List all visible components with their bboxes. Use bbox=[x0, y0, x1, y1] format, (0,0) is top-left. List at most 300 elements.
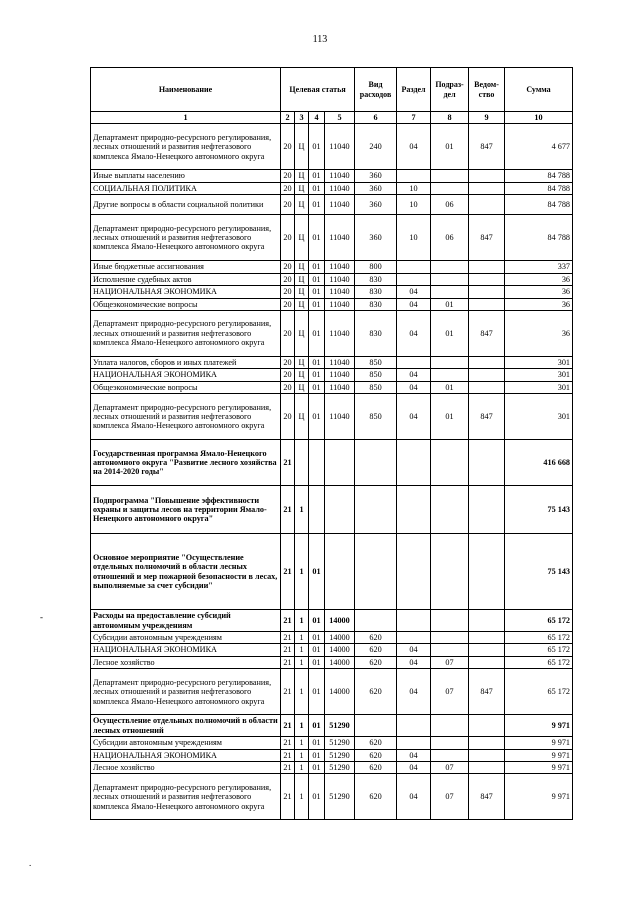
expense-type: 360 bbox=[355, 195, 397, 215]
department-code bbox=[469, 170, 505, 182]
target-code-1: 20 bbox=[281, 195, 295, 215]
row-name: Уплата налогов, сборов и иных платежей bbox=[91, 356, 281, 368]
department-code bbox=[469, 369, 505, 381]
target-code-1: 20 bbox=[281, 310, 295, 356]
sum: 9 971 bbox=[505, 749, 573, 761]
department-code: 847 bbox=[469, 669, 505, 715]
expense-type bbox=[355, 534, 397, 610]
target-code-2: 1 bbox=[295, 644, 309, 656]
target-code-1: 20 bbox=[281, 369, 295, 381]
target-code-1: 20 bbox=[281, 215, 295, 261]
department-code bbox=[469, 298, 505, 310]
row-name: Департамент природно-ресурсного регулирования, лесных отношений и развития нефтегазового комплекса Ямало-Ненецкого автономного округа bbox=[91, 669, 281, 715]
target-code-4: 51290 bbox=[325, 762, 355, 774]
header-sum: Сумма bbox=[505, 68, 573, 112]
subsection bbox=[431, 632, 469, 644]
target-code-2: Ц bbox=[295, 170, 309, 182]
department-code: 847 bbox=[469, 215, 505, 261]
table-row bbox=[91, 310, 573, 356]
table-row bbox=[91, 394, 573, 440]
section: 10 bbox=[397, 215, 431, 261]
target-code-4: 11040 bbox=[325, 310, 355, 356]
sum: 301 bbox=[505, 381, 573, 393]
row-name: Субсидии автономным учреждениям bbox=[91, 737, 281, 749]
expense-type: 620 bbox=[355, 749, 397, 761]
target-code-4: 11040 bbox=[325, 381, 355, 393]
target-code-3: 01 bbox=[309, 286, 325, 298]
table-row bbox=[91, 762, 573, 774]
header-name: Наименование bbox=[91, 68, 281, 112]
subsection: 06 bbox=[431, 195, 469, 215]
target-code-3: 01 bbox=[309, 195, 325, 215]
sum: 84 788 bbox=[505, 215, 573, 261]
target-code-3: 01 bbox=[309, 610, 325, 632]
row-name: Департамент природно-ресурсного регулирования, лесных отношений и развития нефтегазового комплекса Ямало-Ненецкого автономного округа bbox=[91, 774, 281, 820]
target-code-3: 01 bbox=[309, 298, 325, 310]
table-row bbox=[91, 124, 573, 170]
subsection bbox=[431, 182, 469, 194]
table-row bbox=[91, 715, 573, 737]
department-code bbox=[469, 632, 505, 644]
expense-type: 830 bbox=[355, 310, 397, 356]
target-code-2: 1 bbox=[295, 669, 309, 715]
target-code-2: Ц bbox=[295, 273, 309, 285]
expense-type bbox=[355, 440, 397, 486]
section bbox=[397, 440, 431, 486]
sum: 4 677 bbox=[505, 124, 573, 170]
section bbox=[397, 715, 431, 737]
section: 04 bbox=[397, 774, 431, 820]
subsection bbox=[431, 369, 469, 381]
table-row bbox=[91, 737, 573, 749]
table-row bbox=[91, 356, 573, 368]
target-code-3: 01 bbox=[309, 774, 325, 820]
target-code-2: 1 bbox=[295, 737, 309, 749]
sum: 36 bbox=[505, 310, 573, 356]
target-code-2: Ц bbox=[295, 298, 309, 310]
target-code-1: 21 bbox=[281, 610, 295, 632]
expense-type: 620 bbox=[355, 762, 397, 774]
target-code-4: 51290 bbox=[325, 774, 355, 820]
row-name: Департамент природно-ресурсного регулирования, лесных отношений и развития нефтегазового комплекса Ямало-Ненецкого автономного округа bbox=[91, 124, 281, 170]
target-code-1: 20 bbox=[281, 261, 295, 273]
sum: 65 172 bbox=[505, 610, 573, 632]
expense-type: 850 bbox=[355, 356, 397, 368]
expense-type bbox=[355, 486, 397, 534]
table-row bbox=[91, 749, 573, 761]
section bbox=[397, 534, 431, 610]
department-code bbox=[469, 182, 505, 194]
target-code-4 bbox=[325, 440, 355, 486]
target-code-4: 14000 bbox=[325, 632, 355, 644]
sum: 84 788 bbox=[505, 182, 573, 194]
row-name: Субсидии автономным учреждениям bbox=[91, 632, 281, 644]
target-code-2: Ц bbox=[295, 124, 309, 170]
target-code-1: 20 bbox=[281, 356, 295, 368]
target-code-4: 14000 bbox=[325, 656, 355, 668]
column-number: 10 bbox=[505, 112, 573, 124]
department-code bbox=[469, 656, 505, 668]
expense-type: 830 bbox=[355, 298, 397, 310]
section: 04 bbox=[397, 381, 431, 393]
target-code-2: Ц bbox=[295, 286, 309, 298]
department-code: 847 bbox=[469, 774, 505, 820]
scan-mark: . bbox=[29, 858, 32, 868]
column-number: 3 bbox=[295, 112, 309, 124]
sum: 65 172 bbox=[505, 656, 573, 668]
sum: 36 bbox=[505, 286, 573, 298]
row-name: Департамент природно-ресурсного регулирования, лесных отношений и развития нефтегазового комплекса Ямало-Ненецкого автономного округа bbox=[91, 310, 281, 356]
target-code-4: 11040 bbox=[325, 215, 355, 261]
subsection: 01 bbox=[431, 381, 469, 393]
header-expense-type: Вид расходов bbox=[355, 68, 397, 112]
column-number: 4 bbox=[309, 112, 325, 124]
section: 04 bbox=[397, 749, 431, 761]
target-code-2: 1 bbox=[295, 774, 309, 820]
row-name: СОЦИАЛЬНАЯ ПОЛИТИКА bbox=[91, 182, 281, 194]
target-code-1: 20 bbox=[281, 182, 295, 194]
department-code bbox=[469, 381, 505, 393]
column-number: 5 bbox=[325, 112, 355, 124]
target-code-3: 01 bbox=[309, 215, 325, 261]
target-code-2: 1 bbox=[295, 749, 309, 761]
target-code-3: 01 bbox=[309, 182, 325, 194]
row-name: Государственная программа Ямало-Ненецкого автономного округа "Развитие лесного хозяйства на 2014-2020 годы" bbox=[91, 440, 281, 486]
target-code-2: 1 bbox=[295, 632, 309, 644]
expense-type: 240 bbox=[355, 124, 397, 170]
subsection: 01 bbox=[431, 394, 469, 440]
row-name: Общеэкономические вопросы bbox=[91, 298, 281, 310]
target-code-3 bbox=[309, 486, 325, 534]
target-code-1: 20 bbox=[281, 286, 295, 298]
subsection bbox=[431, 440, 469, 486]
target-code-2: Ц bbox=[295, 356, 309, 368]
target-code-3: 01 bbox=[309, 394, 325, 440]
table-row bbox=[91, 644, 573, 656]
sum: 65 172 bbox=[505, 669, 573, 715]
target-code-4: 51290 bbox=[325, 715, 355, 737]
section: 04 bbox=[397, 286, 431, 298]
target-code-2: 1 bbox=[295, 715, 309, 737]
sum: 9 971 bbox=[505, 737, 573, 749]
sum: 301 bbox=[505, 369, 573, 381]
row-name: Осуществление отдельных полномочий в области лесных отношений bbox=[91, 715, 281, 737]
department-code bbox=[469, 286, 505, 298]
department-code bbox=[469, 534, 505, 610]
sum: 301 bbox=[505, 356, 573, 368]
subsection bbox=[431, 273, 469, 285]
section bbox=[397, 737, 431, 749]
target-code-2: 1 bbox=[295, 486, 309, 534]
target-code-3: 01 bbox=[309, 749, 325, 761]
subsection bbox=[431, 715, 469, 737]
expense-type: 800 bbox=[355, 261, 397, 273]
subsection bbox=[431, 170, 469, 182]
row-name: НАЦИОНАЛЬНАЯ ЭКОНОМИКА bbox=[91, 644, 281, 656]
sum: 75 143 bbox=[505, 486, 573, 534]
target-code-4 bbox=[325, 486, 355, 534]
department-code: 847 bbox=[469, 310, 505, 356]
sum: 36 bbox=[505, 273, 573, 285]
row-name: Лесное хозяйство bbox=[91, 656, 281, 668]
section bbox=[397, 610, 431, 632]
target-code-2: 1 bbox=[295, 534, 309, 610]
subsection: 07 bbox=[431, 774, 469, 820]
target-code-3: 01 bbox=[309, 310, 325, 356]
expense-type: 850 bbox=[355, 394, 397, 440]
expense-type: 620 bbox=[355, 656, 397, 668]
page-number: 113 bbox=[312, 34, 328, 45]
department-code bbox=[469, 762, 505, 774]
target-code-2: Ц bbox=[295, 215, 309, 261]
row-name: Департамент природно-ресурсного регулирования, лесных отношений и развития нефтегазового комплекса Ямало-Ненецкого автономного округа bbox=[91, 394, 281, 440]
row-name: НАЦИОНАЛЬНАЯ ЭКОНОМИКА bbox=[91, 749, 281, 761]
row-name: Иные бюджетные ассигнования bbox=[91, 261, 281, 273]
target-code-3: 01 bbox=[309, 534, 325, 610]
department-code: 847 bbox=[469, 124, 505, 170]
subsection bbox=[431, 261, 469, 273]
target-code-4: 14000 bbox=[325, 644, 355, 656]
section bbox=[397, 261, 431, 273]
row-name: Основное мероприятие "Осуществление отдельных полномочий в области лесных отношений и мер пожарной безопасности в лесах, выполняемые за счет субсидии" bbox=[91, 534, 281, 610]
expense-type: 850 bbox=[355, 381, 397, 393]
subsection bbox=[431, 534, 469, 610]
department-code bbox=[469, 737, 505, 749]
table-row bbox=[91, 774, 573, 820]
target-code-1: 20 bbox=[281, 124, 295, 170]
row-name: Подпрограмма "Повышение эффективности охраны и защиты лесов на территории Ямало-Ненецкого автономного округа" bbox=[91, 486, 281, 534]
section bbox=[397, 273, 431, 285]
target-code-4: 11040 bbox=[325, 356, 355, 368]
section: 04 bbox=[397, 369, 431, 381]
target-code-1: 21 bbox=[281, 762, 295, 774]
target-code-4: 11040 bbox=[325, 182, 355, 194]
sum: 416 668 bbox=[505, 440, 573, 486]
target-code-4: 11040 bbox=[325, 369, 355, 381]
section: 04 bbox=[397, 762, 431, 774]
target-code-4: 11040 bbox=[325, 124, 355, 170]
target-code-1: 20 bbox=[281, 170, 295, 182]
target-code-1: 20 bbox=[281, 394, 295, 440]
column-number: 9 bbox=[469, 112, 505, 124]
table-row bbox=[91, 170, 573, 182]
target-code-2: Ц bbox=[295, 261, 309, 273]
subsection bbox=[431, 749, 469, 761]
target-code-4: 11040 bbox=[325, 261, 355, 273]
subsection: 01 bbox=[431, 310, 469, 356]
expense-type bbox=[355, 610, 397, 632]
section: 04 bbox=[397, 124, 431, 170]
target-code-2: Ц bbox=[295, 310, 309, 356]
target-code-2: Ц bbox=[295, 394, 309, 440]
subsection bbox=[431, 356, 469, 368]
subsection: 07 bbox=[431, 762, 469, 774]
target-code-1: 21 bbox=[281, 644, 295, 656]
expense-type: 620 bbox=[355, 669, 397, 715]
target-code-3: 01 bbox=[309, 381, 325, 393]
column-number-row bbox=[91, 112, 573, 124]
target-code-4: 14000 bbox=[325, 610, 355, 632]
target-code-4: 14000 bbox=[325, 669, 355, 715]
target-code-4: 11040 bbox=[325, 286, 355, 298]
column-number: 8 bbox=[431, 112, 469, 124]
target-code-2: 1 bbox=[295, 610, 309, 632]
target-code-3: 01 bbox=[309, 124, 325, 170]
column-number: 1 bbox=[91, 112, 281, 124]
department-code bbox=[469, 440, 505, 486]
target-code-1: 21 bbox=[281, 440, 295, 486]
table-row bbox=[91, 486, 573, 534]
column-number: 2 bbox=[281, 112, 295, 124]
target-code-4 bbox=[325, 534, 355, 610]
target-code-1: 21 bbox=[281, 534, 295, 610]
department-code bbox=[469, 261, 505, 273]
target-code-2 bbox=[295, 440, 309, 486]
target-code-4: 11040 bbox=[325, 273, 355, 285]
header-target-article: Целевая статья bbox=[281, 68, 355, 112]
table-row bbox=[91, 656, 573, 668]
expense-type: 620 bbox=[355, 632, 397, 644]
section: 04 bbox=[397, 394, 431, 440]
row-name: Департамент природно-ресурсного регулирования, лесных отношений и развития нефтегазового комплекса Ямало-Ненецкого автономного округа bbox=[91, 215, 281, 261]
expense-type: 850 bbox=[355, 369, 397, 381]
target-code-2: Ц bbox=[295, 381, 309, 393]
subsection bbox=[431, 644, 469, 656]
expense-type: 360 bbox=[355, 170, 397, 182]
target-code-1: 21 bbox=[281, 656, 295, 668]
target-code-1: 21 bbox=[281, 774, 295, 820]
department-code bbox=[469, 273, 505, 285]
table-row bbox=[91, 534, 573, 610]
section: 04 bbox=[397, 669, 431, 715]
section: 10 bbox=[397, 195, 431, 215]
target-code-2: Ц bbox=[295, 182, 309, 194]
sum: 84 788 bbox=[505, 195, 573, 215]
row-name: Общеэкономические вопросы bbox=[91, 381, 281, 393]
subsection bbox=[431, 737, 469, 749]
subsection bbox=[431, 486, 469, 534]
row-name: НАЦИОНАЛЬНАЯ ЭКОНОМИКА bbox=[91, 369, 281, 381]
expense-type: 830 bbox=[355, 273, 397, 285]
target-code-3: 01 bbox=[309, 273, 325, 285]
table-row bbox=[91, 632, 573, 644]
department-code bbox=[469, 749, 505, 761]
table-row bbox=[91, 286, 573, 298]
sum: 65 172 bbox=[505, 632, 573, 644]
header-subsection: Подраз-дел bbox=[431, 68, 469, 112]
target-code-3: 01 bbox=[309, 669, 325, 715]
expense-type: 620 bbox=[355, 644, 397, 656]
column-number: 7 bbox=[397, 112, 431, 124]
target-code-3: 01 bbox=[309, 369, 325, 381]
target-code-1: 21 bbox=[281, 669, 295, 715]
target-code-1: 21 bbox=[281, 632, 295, 644]
target-code-4: 11040 bbox=[325, 298, 355, 310]
section: 10 bbox=[397, 182, 431, 194]
subsection: 07 bbox=[431, 656, 469, 668]
section: 04 bbox=[397, 298, 431, 310]
target-code-1: 20 bbox=[281, 381, 295, 393]
section bbox=[397, 486, 431, 534]
target-code-1: 21 bbox=[281, 715, 295, 737]
target-code-2: 1 bbox=[295, 762, 309, 774]
target-code-2: 1 bbox=[295, 656, 309, 668]
target-code-4: 11040 bbox=[325, 170, 355, 182]
target-code-4: 51290 bbox=[325, 737, 355, 749]
target-code-4: 11040 bbox=[325, 394, 355, 440]
row-name: Другие вопросы в области социальной политики bbox=[91, 195, 281, 215]
sum: 36 bbox=[505, 298, 573, 310]
subsection: 01 bbox=[431, 124, 469, 170]
expense-type: 620 bbox=[355, 737, 397, 749]
expense-type: 360 bbox=[355, 182, 397, 194]
department-code: 847 bbox=[469, 394, 505, 440]
sum: 9 971 bbox=[505, 715, 573, 737]
subsection bbox=[431, 610, 469, 632]
table-row bbox=[91, 381, 573, 393]
table-row bbox=[91, 273, 573, 285]
section bbox=[397, 632, 431, 644]
sum: 75 143 bbox=[505, 534, 573, 610]
table-body bbox=[91, 124, 573, 820]
sum: 301 bbox=[505, 394, 573, 440]
table-row bbox=[91, 195, 573, 215]
target-code-4: 11040 bbox=[325, 195, 355, 215]
expense-type bbox=[355, 715, 397, 737]
budget-table bbox=[90, 67, 573, 820]
table-row bbox=[91, 182, 573, 194]
sum: 65 172 bbox=[505, 644, 573, 656]
target-code-3: 01 bbox=[309, 656, 325, 668]
sum: 337 bbox=[505, 261, 573, 273]
table-row bbox=[91, 298, 573, 310]
target-code-3: 01 bbox=[309, 762, 325, 774]
section: 04 bbox=[397, 656, 431, 668]
subsection: 01 bbox=[431, 298, 469, 310]
target-code-3: 01 bbox=[309, 644, 325, 656]
department-code bbox=[469, 486, 505, 534]
target-code-2: Ц bbox=[295, 195, 309, 215]
table-row bbox=[91, 610, 573, 632]
target-code-3: 01 bbox=[309, 715, 325, 737]
table-row bbox=[91, 215, 573, 261]
expense-type: 830 bbox=[355, 286, 397, 298]
target-code-1: 20 bbox=[281, 273, 295, 285]
row-name: Лесное хозяйство bbox=[91, 762, 281, 774]
header-section: Раздел bbox=[397, 68, 431, 112]
expense-type: 620 bbox=[355, 774, 397, 820]
department-code bbox=[469, 195, 505, 215]
row-name: НАЦИОНАЛЬНАЯ ЭКОНОМИКА bbox=[91, 286, 281, 298]
row-name: Расходы на предоставление субсидий автономным учреждениям bbox=[91, 610, 281, 632]
expense-type: 360 bbox=[355, 215, 397, 261]
target-code-3: 01 bbox=[309, 261, 325, 273]
scan-mark: - bbox=[40, 612, 43, 622]
section bbox=[397, 170, 431, 182]
header-department: Ведом-ство bbox=[469, 68, 505, 112]
row-name: Иные выплаты населению bbox=[91, 170, 281, 182]
section bbox=[397, 356, 431, 368]
table-row bbox=[91, 369, 573, 381]
row-name: Исполнение судебных актов bbox=[91, 273, 281, 285]
column-number: 6 bbox=[355, 112, 397, 124]
target-code-3: 01 bbox=[309, 632, 325, 644]
department-code bbox=[469, 610, 505, 632]
target-code-2: Ц bbox=[295, 369, 309, 381]
sum: 9 971 bbox=[505, 774, 573, 820]
section: 04 bbox=[397, 310, 431, 356]
target-code-1: 21 bbox=[281, 737, 295, 749]
